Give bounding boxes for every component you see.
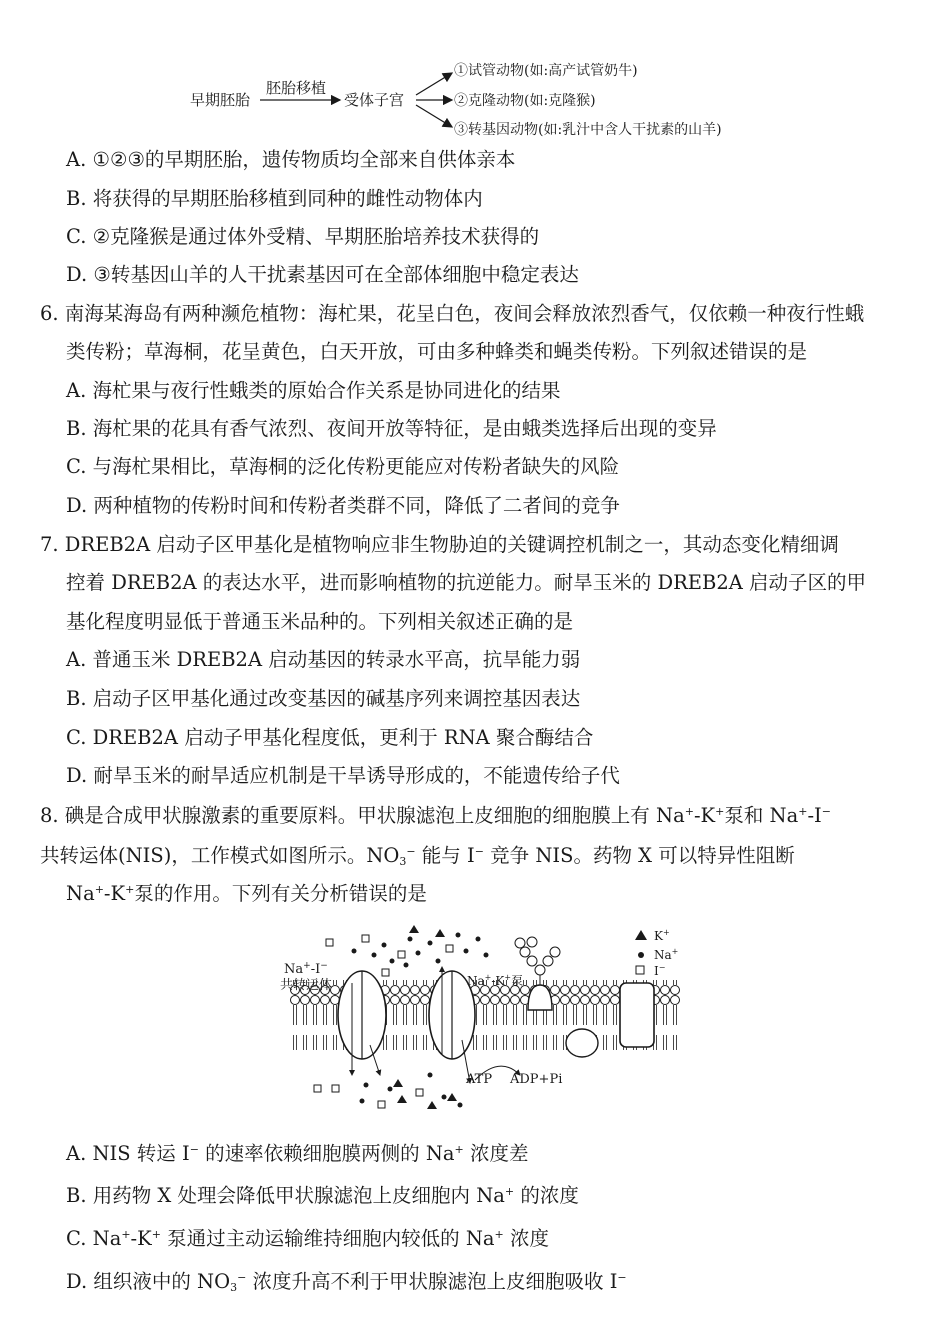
q8-stem-line-2: 共转运体(NIS)，工作模式如图所示。$NO_3^-$ 能与 I− 竞争 NIS。药物 X 可以特异性阻断 <box>40 844 795 868</box>
q7-option-b: B. 启动子区甲基化通过改变基因的碱基序列来调控基因表达 <box>66 687 581 710</box>
q7-stem-line-1: 7. DREB2A 启动子区甲基化是植物响应非生物胁迫的关键调控机制之一，其动态变化精细调 <box>40 533 839 556</box>
q8-option-d: D. 组织液中的 $NO_3^-$ 浓度升高不利于甲状腺滤泡上皮细胞吸收 I− <box>66 1270 627 1294</box>
nis-cotransporter-protein <box>338 971 386 1059</box>
intracellular-ions <box>314 1073 463 1110</box>
q7-stem-line-3: 基化程度明显低于普通玉米品种的。下列相关叙述正确的是 <box>66 610 574 633</box>
q5-option-b: B. 将获得的早期胚胎移植到同种的雌性动物体内 <box>66 187 483 210</box>
q8-option-c: C. Na+-K+ 泵通过主动运输维持细胞内较低的 Na+ 浓度 <box>66 1227 549 1250</box>
q8-option-a: A. NIS 转运 I− 的速率依赖细胞膜两侧的 Na+ 浓度差 <box>66 1142 529 1165</box>
atp-label: ATP <box>466 1072 493 1087</box>
q6-stem-line-2: 类传粉；草海桐，花呈黄色，白天开放，可由多种蜂类和蝇类传粉。下列叙述错误的是 <box>66 340 808 363</box>
adp-label: ADP+Pi <box>510 1072 563 1087</box>
q8-stem-line-3: Na+-K+泵的作用。下列有关分析错误的是 <box>66 882 427 905</box>
q5-option-d: D. ③转基因山羊的人干扰素基因可在全部体细胞中稳定表达 <box>66 263 579 286</box>
q7-option-d: D. 耐旱玉米的耐旱适应机制是干旱诱导形成的，不能遗传给子代 <box>66 764 620 787</box>
legend-i-label: I− <box>654 963 666 978</box>
q6-stem-line-1: 6. 南海某海岛有两种濒危植物：海杧果，花呈白色，夜间会释放浓烈香气，仅依赖一种夜行性蛾 <box>40 302 865 325</box>
q7-option-c: C. DREB2A 启动子甲基化程度低，更利于 RNA 聚合酶结合 <box>66 726 594 749</box>
q6-option-d: D. 两种植物的传粉时间和传粉者类群不同，降低了二者间的竞争 <box>66 494 620 517</box>
peripheral-protein <box>566 1029 598 1057</box>
membrane-transport-diagram <box>270 925 700 1125</box>
flow-start: 早期胚胎 <box>190 91 251 109</box>
flow-arrow-label: 胚胎移植 <box>266 79 327 97</box>
embryo-transfer-flow-diagram <box>180 55 800 140</box>
q7-option-a: A. 普通玉米 DREB2A 启动基因的转录水平高，抗旱能力弱 <box>66 648 581 671</box>
flow-arrow-1 <box>416 73 452 95</box>
q6-option-a: A. 海杧果与夜行性蛾类的原始合作关系是协同进化的结果 <box>66 379 561 402</box>
legend-na-symbol <box>638 952 644 958</box>
q5-option-c: C. ②克隆猴是通过体外受精、早期胚胎培养技术获得的 <box>66 225 540 248</box>
flow-middle: 受体子宫 <box>344 91 405 109</box>
q6-option-b: B. 海杧果的花具有香气浓烈、夜间开放等特征，是由蛾类选择后出现的变异 <box>66 417 717 440</box>
q8-stem-line-1: 8. 碘是合成甲状腺激素的重要原料。甲状腺滤泡上皮细胞的细胞膜上有 Na+-K+泵和 Na+-I− <box>40 804 831 827</box>
label-cotransporter-line-2: 共转运体 <box>280 978 333 993</box>
label-cotransporter-line-1: Na+-I− <box>284 961 328 977</box>
legend-i-symbol <box>636 966 644 974</box>
q6-option-c: C. 与海杧果相比，草海桐的泛化传粉更能应对传粉者缺失的风险 <box>66 455 620 478</box>
q7-stem-line-2: 控着 DREB2A 的表达水平，进而影响植物的抗逆能力。耐旱玉米的 DREB2A 启动子区的甲 <box>66 571 867 594</box>
extracellular-ions <box>326 925 489 976</box>
flow-outcome-2: ②克隆动物(如:克隆猴) <box>454 93 596 109</box>
q5-option-a: A. ①②③的早期胚胎，遗传物质均全部来自供体亲本 <box>66 148 516 171</box>
legend-na-label: Na+ <box>654 947 679 962</box>
flow-outcome-3: ③转基因动物(如:乳汁中含人干扰素的山羊) <box>454 122 722 138</box>
flow-arrow-3 <box>416 105 452 127</box>
flow-outcome-1: ①试管动物(如:高产试管奶牛) <box>454 63 638 79</box>
channel-protein <box>620 983 654 1047</box>
label-pump: Na+-K+泵 <box>467 973 524 988</box>
q8-option-b: B. 用药物 X 处理会降低甲状腺滤泡上皮细胞内 Na+ 的浓度 <box>66 1184 579 1207</box>
legend-k-symbol <box>635 930 647 940</box>
legend-k-label: K+ <box>654 928 670 943</box>
